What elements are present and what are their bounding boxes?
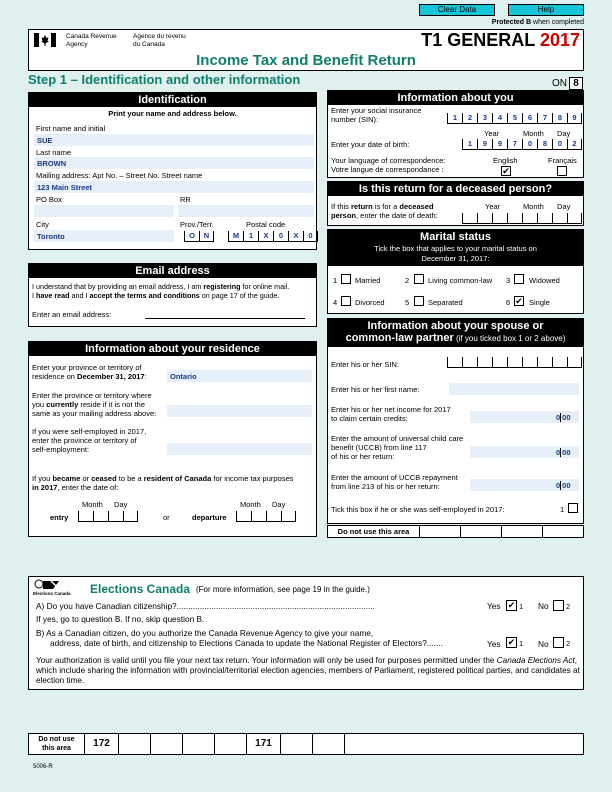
entry-label: entry	[50, 513, 69, 522]
first-name-label: First name and initial	[36, 124, 106, 133]
city-input[interactable]: Toronto	[37, 232, 65, 241]
spouse-sin-input[interactable]	[447, 357, 582, 368]
widowed-checkbox[interactable]	[514, 274, 524, 284]
province-code: ON	[552, 78, 567, 89]
english-checkbox[interactable]: ✔	[502, 166, 510, 176]
departure-month-label: Month	[240, 500, 261, 509]
form-title: Income Tax and Benefit Return	[196, 52, 416, 69]
citizenship-no-checkbox[interactable]	[553, 600, 564, 611]
dob-day-label: Day	[557, 129, 571, 138]
francais-label: Français	[548, 156, 577, 165]
death-month-label: Month	[523, 202, 544, 211]
departure-date-input[interactable]	[236, 511, 296, 522]
departure-label: departure	[192, 513, 227, 522]
marital-option-5: 5	[405, 298, 410, 307]
postal-label: Postal code	[246, 220, 286, 229]
dob-input[interactable]: 1 9 9 7 0 8 0 2	[462, 139, 582, 150]
elections-logo-text: Elections Canada	[33, 591, 71, 596]
po-box-input[interactable]	[34, 205, 174, 217]
authorize-no-checkbox[interactable]	[553, 637, 564, 648]
divorced-checkbox[interactable]	[341, 296, 351, 306]
authorize-no-label: No	[538, 639, 549, 649]
residence-header: Information about your residence	[29, 342, 316, 356]
entry-date-input[interactable]	[78, 511, 138, 522]
citizenship-question: A) Do you have Canadian citizenship?......................................................................................	[36, 601, 375, 611]
code-171: 171	[247, 734, 281, 754]
separated-label: Separated	[428, 298, 463, 307]
self-employment-question: If you were self-employed in 2017, enter the province or territory of self-employment:	[32, 427, 147, 454]
city-label: City	[36, 220, 49, 229]
death-date-input[interactable]	[462, 213, 582, 224]
form-number: 5006-R	[33, 764, 53, 770]
marital-option-2: 2	[405, 276, 410, 285]
single-label: Single	[529, 298, 550, 307]
bottom-do-not-use-area	[28, 733, 584, 755]
elections-note: (For more information, see page 19 in the guide.)	[196, 585, 370, 594]
clear-data-button[interactable]: Clear Data	[419, 4, 495, 16]
single-checkbox[interactable]: ✔	[515, 296, 523, 306]
postal-code-input[interactable]: M 1 X 0 X 0	[228, 231, 318, 242]
print-instruction: Print your name and address below.	[108, 109, 237, 118]
marital-option-6: 6	[506, 298, 511, 307]
sin-label: Enter your social insurance number (SIN):	[331, 106, 422, 124]
self-employment-province-input[interactable]	[167, 443, 312, 455]
do-not-use-area: Do not use this area	[327, 525, 584, 538]
current-residence-question: Enter the province or territory where you currently reside if it is not the same as your mailing address above:	[32, 391, 157, 418]
spouse-name-input[interactable]	[449, 383, 579, 395]
uccb-repayment-label: Enter the amount of UCCB repayment from line 213 of his or her return:	[331, 473, 458, 491]
skip-instruction: If yes, go to question B. If no, skip question B.	[36, 614, 205, 624]
help-button[interactable]: Help	[508, 4, 584, 16]
authorization-note: Your authorization is valid until you file your next tax return. Your information will only be used for purposes permitted under the Canada Elections Act, which include sharing the information with provincial/territorial election agencies, members of Parliament, registered political parties, and candidates at election time.	[36, 656, 580, 685]
sin-input[interactable]: 1 2 3 4 5 6 7 8 9	[447, 113, 582, 124]
step-heading: Step 1 – Identification and other information	[28, 72, 301, 87]
authorize-yes-label: Yes	[487, 639, 501, 649]
residence-province-input[interactable]: Ontario	[170, 372, 197, 381]
first-name-input[interactable]: SUE	[37, 136, 53, 145]
divorced-label: Divorced	[355, 298, 385, 307]
deceased-label: If this return is for a deceased person, enter the date of death:	[331, 202, 438, 220]
agency-name-fr: Agence du revenu du Canada	[133, 33, 186, 48]
bottom-dnu-label: Do not use this area	[29, 734, 85, 754]
entry-month-label: Month	[82, 500, 103, 509]
spouse-name-label: Enter his or her first name:	[331, 385, 420, 394]
francais-checkbox[interactable]	[557, 166, 567, 176]
about-you-header: Information about you	[328, 91, 583, 105]
spouse-sin-label: Enter his or her SIN:	[331, 360, 399, 369]
became-ceased-question: If you became or ceased to be a resident of Canada for income tax purposes in 2017, enter the date of:	[32, 474, 294, 492]
elections-title: Elections Canada	[90, 582, 191, 596]
rr-label: RR	[180, 195, 191, 204]
marital-option-4: 4	[333, 298, 338, 307]
identification-header: Identification	[29, 93, 316, 107]
dob-year-label: Year	[484, 129, 500, 138]
uccb-label: Enter the amount of universal child care benefit (UCCB) from line 117 of his or her return:	[331, 434, 464, 461]
current-residence-input[interactable]	[167, 405, 312, 417]
canada-flag-icon	[34, 33, 56, 47]
citizenship-yes-num: 1	[519, 602, 524, 611]
married-checkbox[interactable]	[341, 274, 351, 284]
death-year-label: Year	[485, 202, 501, 211]
married-label: Married	[355, 276, 381, 285]
email-terms: I understand that by providing an email address, I am registering for online mail. I have read and I accept the terms and conditions on page 17 of the guide.	[32, 282, 290, 300]
marital-option-1: 1	[333, 276, 338, 285]
uccb-repayment-value: 0 00	[556, 481, 571, 490]
spouse-self-employed-checkbox[interactable]	[568, 503, 578, 513]
email-input[interactable]	[145, 309, 305, 319]
dob-month-label: Month	[523, 129, 544, 138]
rr-input[interactable]	[178, 205, 314, 217]
separated-checkbox[interactable]	[414, 296, 424, 306]
death-day-label: Day	[557, 202, 571, 211]
form-code: T1 GENERAL 2017	[421, 30, 580, 50]
citizenship-yes-label: Yes	[487, 601, 501, 611]
marital-option-3: 3	[506, 276, 511, 285]
citizenship-no-num: 2	[566, 602, 571, 611]
entry-day-label: Day	[114, 500, 128, 509]
dob-label: Enter your date of birth:	[331, 140, 410, 149]
spouse-self-employed-label: Tick this box if he or she was self-employed in 2017:	[331, 505, 505, 514]
deceased-header: Is this return for a deceased person?	[328, 182, 583, 196]
email-header: Email address	[29, 264, 316, 278]
address-input[interactable]: 123 Main Street	[37, 183, 93, 192]
marital-header: Marital status Tick the box that applies to your marital status on December 31, 2017:	[328, 230, 583, 266]
address-label: Mailing address: Apt No. – Street No. Street name	[36, 171, 203, 180]
or-label: or	[163, 513, 170, 522]
spouse-income-label: Enter his or her net income for 2017 to claim certain credits:	[331, 405, 451, 423]
agency-name-en: Canada Revenue Agency	[66, 33, 117, 48]
common-law-checkbox[interactable]	[414, 274, 424, 284]
uccb-value: 0 00	[556, 448, 571, 457]
common-law-label: Living common-law	[428, 276, 493, 285]
citizenship-no-label: No	[538, 601, 549, 611]
spouse-self-employed-num: 1	[560, 505, 565, 514]
authorize-no-num: 2	[566, 639, 571, 648]
language-label: Your language of correspondence: Votre langue de correspondance :	[331, 156, 446, 174]
english-label: English	[493, 156, 518, 165]
authorize-yes-num: 1	[519, 639, 524, 648]
code-172: 172	[85, 734, 119, 754]
residence-question: Enter your province or territory of residence on December 31, 2017:	[32, 363, 147, 381]
widowed-label: Widowed	[529, 276, 560, 285]
prov-label: Prov./Terr.	[180, 220, 214, 229]
po-box-label: PO Box	[36, 195, 62, 204]
authorize-yes-checkbox[interactable]: ✔	[507, 637, 516, 647]
province-number: 8	[569, 77, 583, 90]
protected-label: Protected B when completed	[491, 19, 584, 26]
spouse-header: Information about your spouse or common-law partner (if you ticked box 1 or 2 above)	[328, 319, 583, 347]
last-name-input[interactable]: BROWN	[37, 159, 67, 168]
citizenship-yes-checkbox[interactable]: ✔	[507, 600, 516, 610]
last-name-label: Last name	[36, 148, 72, 157]
spouse-income-value: 0 00	[556, 413, 571, 422]
departure-day-label: Day	[272, 500, 286, 509]
email-label: Enter an email address:	[32, 310, 112, 319]
authorization-question: B) As a Canadian citizen, do you authorize the Canada Revenue Agency to give your name, address, date of birth, and citizenship to Elections Canada to update the National Register of Electors?.......	[36, 628, 443, 648]
prov-input[interactable]: O N	[184, 231, 214, 242]
